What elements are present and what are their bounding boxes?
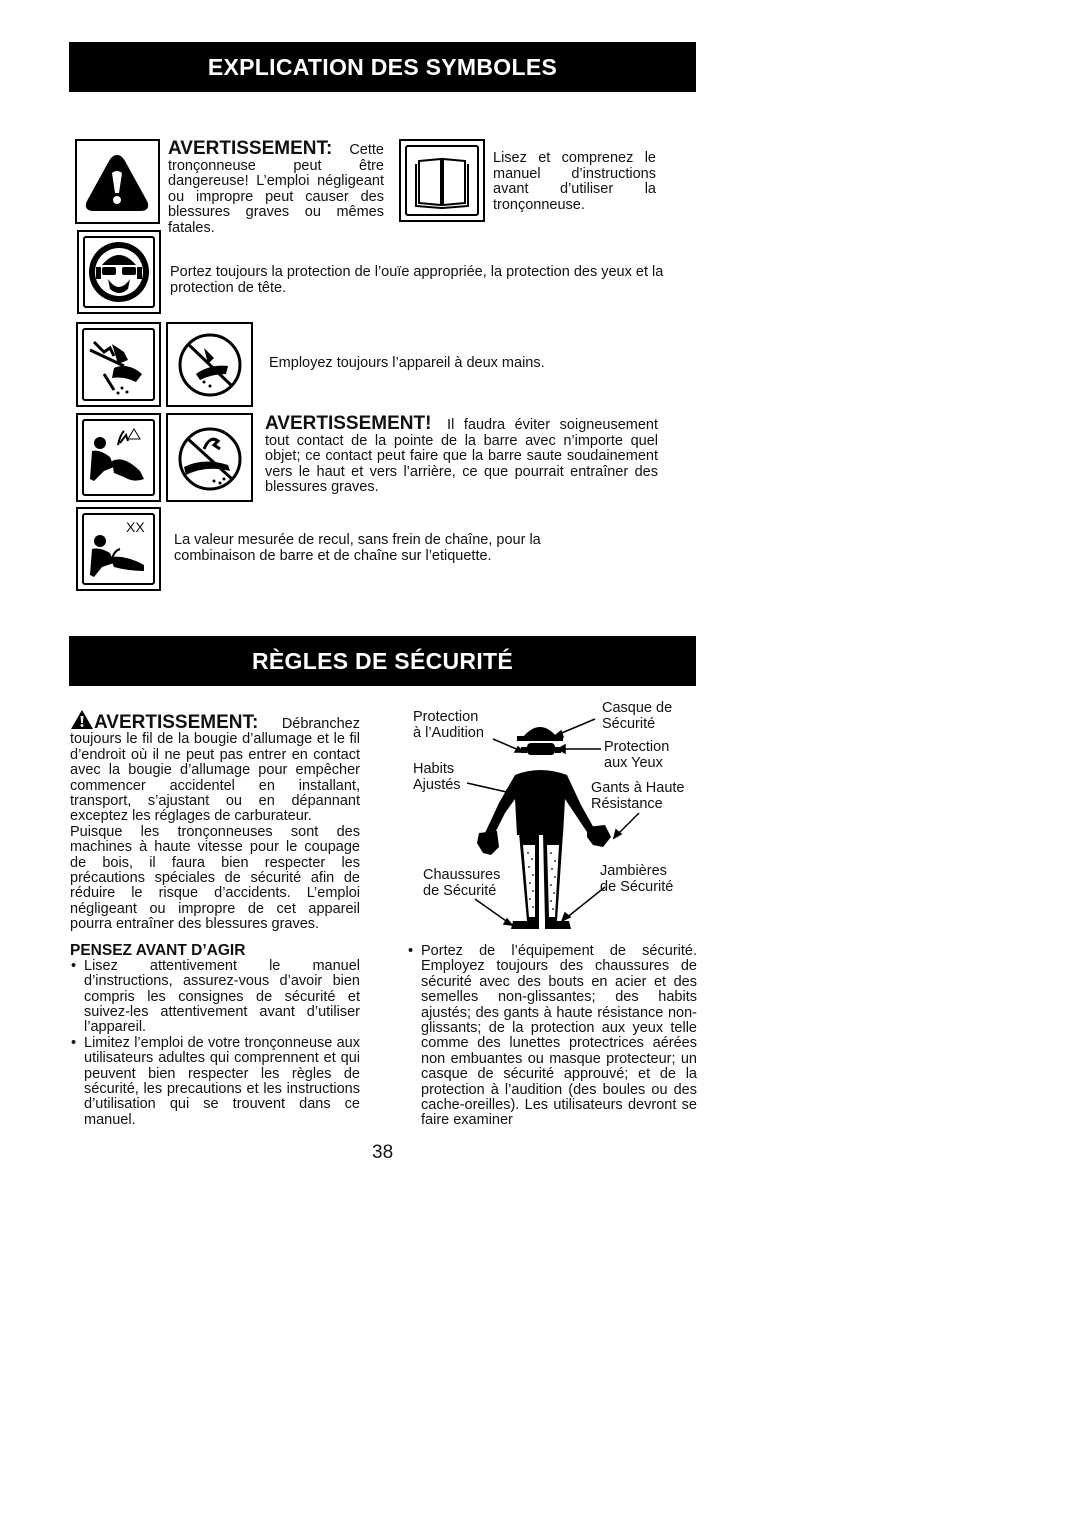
safety-warning-text: toujours le fil de la bougie d’allumage et le fil d’endroit où il ne peut pas entrer en contact avec la bougie d’allumage pour empêcher commencer accidentel en installant, transport, s’ajustant ou en dépannant exceptez les réglages de carburateur. [70,731,360,825]
warning-symbol [75,139,160,224]
protection-symbol [77,230,161,314]
section-banner-symbols: EXPLICATION DES SYMBOLES [69,42,696,92]
kickback-heading: AVERTISSEMENT! [265,413,432,434]
right-column [407,944,697,1129]
think-heading: PENSEZ AVANT D’AGIR [70,941,246,959]
safety-warning-block [70,709,360,1128]
list-item: • Lisez attentivement le manuel d’instructions, assurez-vous d’avoir bien compris les consignes de sécurité et suivez-les attentivement avant d’utiliser l’appareil. [70,959,360,1036]
page-number: 38 [372,1142,394,1163]
list-item: • Portez de l’équipement de sécurité. Employez toujours des chaussures de sécurité avec des bouts en acier et des semelles non-glissantes; des habits ajustés; des gants à haute résistance non-glissants; de la protection aux yeux telle comme des lunettes protectrices aérées non embuantes ou masque protecteur; un casque de sécurité approuvé; et de la protection à l’audition (des boules ou des cache-oreilles). Les utilisateurs devront se faire examiner [407,944,697,1129]
two-hands-description: Employez toujours l’appareil à deux mains. [269,355,545,371]
kickback-icon [84,421,154,495]
warning-description [168,138,384,237]
no-one-hand-icon [174,330,246,400]
protection-description: Portez toujours la protection de l’ouïe appropriée, la protection des yeux et la protection de tête. [170,264,664,296]
kickback-symbol [76,413,161,502]
warning-triangle-icon [77,141,158,222]
recoil-description: La valeur mesurée de recul, sans frein de chaîne, pour la combinaison de barre et de chaîne sur l’etiquette. [174,532,541,564]
book-icon [407,147,477,214]
label-gloves: Gants à Haute Résistance [591,780,685,812]
safety-warning-lead: Débranchez [281,716,360,732]
recoil-value-icon [84,515,154,585]
list-item: • Limitez l’emploi de votre tronçonneuse aux utilisateurs adultes qui comprennent et qui peuvent bien respecter les règles de sécurité, les precautions et les instructions d’utilisation qui se trouvent dans ce manuel. [70,1036,360,1128]
two-hands-icon [84,330,154,400]
safety-warning-heading: AVERTISSEMENT: [94,712,259,733]
warning-text: Cette tronçonneuse peut être dangereuse! L’emploi négligeant ou impropre peut causer des blessures graves ou mêmes fatales. [168,142,384,236]
recoil-symbol [76,507,161,591]
label-shoes: Chaussures de Sécurité [423,867,501,899]
head-protection-icon [84,237,154,307]
label-leggings: Jambières de Sécurité [600,863,674,895]
no-tip-contact-icon [174,423,246,495]
label-eyes: Protection aux Yeux [604,739,670,771]
manual-description: Lisez et comprenez le manuel d’instructions avant d’utiliser la tronçonneuse. [493,150,656,213]
label-hearing: Protection à l’Audition [413,709,484,741]
no-tip-contact-symbol [166,413,253,502]
no-one-hand-symbol [166,322,253,407]
kickback-description [265,413,659,496]
warning-triangle-icon [70,709,94,730]
label-clothes: Habits Ajustés [413,761,461,793]
two-hands-symbol [76,322,161,407]
label-helmet: Casque de Sécurité [602,700,673,732]
manual-symbol [399,139,485,222]
kickback-text: Il faudra éviter soigneusement tout contact de la pointe de la barre avec n’importe quel objet; ce contact peut faire que la barre saute soudainement vers le haut et vers l’arrière, ce que pourrait entraîner des blessures graves. [265,417,659,496]
warning-heading: AVERTISSEMENT: [168,138,333,159]
safety-warning-text-2: Puisque les tronçonneuses sont des machines à haute vitesse pour le coupage de bois, il faura bien respecter les précautions spéciales de sécurité afin de réduire le risque d’accidents. L’emploi négligeant ou impropre de cet appareil pourra entraîner des blessures graves. [70,823,360,933]
section-banner-safety: RÈGLES DE SÉCURITÉ [69,636,696,686]
recoil-badge: XX [126,519,145,535]
